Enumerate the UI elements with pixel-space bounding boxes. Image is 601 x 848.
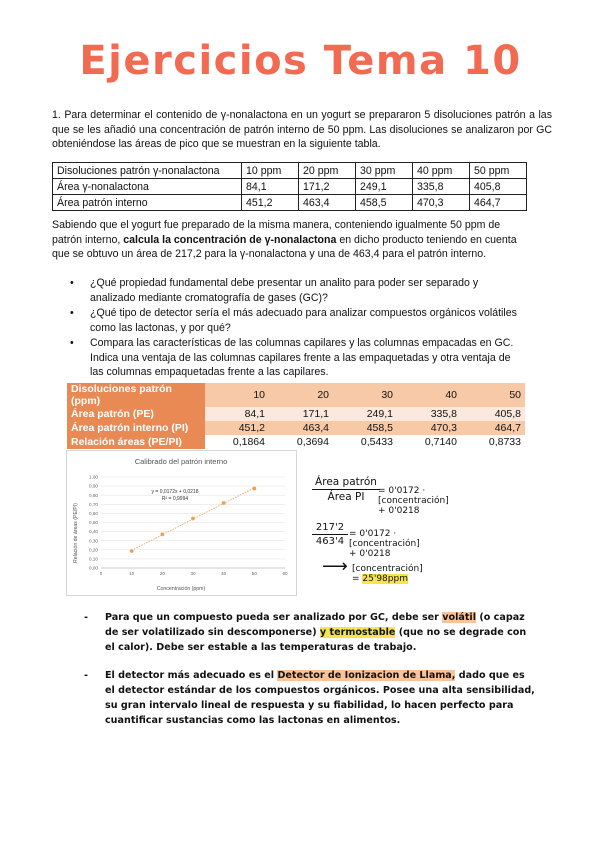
y-tick-label: 1,00 xyxy=(89,474,98,480)
table-cell: 464,7 xyxy=(461,421,525,435)
results-table xyxy=(67,383,525,449)
peak-area-table xyxy=(52,162,527,211)
table-cell: 84,1 xyxy=(242,179,299,195)
table-row xyxy=(67,435,525,449)
table-cell: 470,3 xyxy=(413,195,470,211)
table-row xyxy=(67,421,525,435)
table-cell: 463,4 xyxy=(299,195,356,211)
y-tick-label: 0,30 xyxy=(89,538,98,544)
table-cell: 50 ppm xyxy=(470,163,527,179)
table-cell: 463,4 xyxy=(269,421,333,435)
result-value: 25'98ppm xyxy=(362,574,408,584)
x-tick-label: 0 xyxy=(99,571,103,576)
chart-r2: R² = 0,9994 xyxy=(161,496,189,502)
x-tick-label: 10 xyxy=(129,571,135,576)
answer-notes xyxy=(84,610,536,741)
table-cell: 0,3694 xyxy=(269,435,333,449)
note-text: (o capaz de ser volatilizado sin descomponerse) xyxy=(105,612,525,638)
result-label: [concentración] = xyxy=(352,564,423,584)
table-cell: 464,7 xyxy=(470,195,527,211)
table-cell: 451,2 xyxy=(205,421,269,435)
list-item: • ¿Qué tipo de detector sería el más adecuado para analizar compuestos orgánicos volátiles como las lactonas, y por qué? xyxy=(70,306,522,335)
page-title: Ejercicios Tema 10 xyxy=(79,38,522,84)
list-item: • Compara las características de las columnas capilares y las columnas empacadas en GC. Indica una ventaja de las columnas capilares frente a las empaquetadas y otra ventaja de las columnas empaquetadas frente a las capilares. xyxy=(70,336,522,380)
equation-1: = 0'0172 · [concentración] + 0'0218 xyxy=(378,486,449,516)
question-text: en dicho producto teniendo en cuenta que se obtuvo un área de 217,2 para la γ-nonalactona y una de 463,4 para el patrón interno. xyxy=(52,233,517,260)
table-cell: 249,1 xyxy=(333,407,397,421)
y-tick-label: 0,40 xyxy=(89,529,98,535)
fraction-denominator: Área PI xyxy=(327,491,365,503)
fraction-line xyxy=(312,534,348,535)
y-tick-label: 0,00 xyxy=(89,565,98,571)
table-row xyxy=(53,163,527,179)
table-cell: Relación áreas (PE/PI) xyxy=(67,435,205,449)
table-cell: 0,5433 xyxy=(333,435,397,449)
table-cell: Área patrón interno (PI) xyxy=(67,421,205,435)
highlight-text: Detector de Ionizacion de Llama, xyxy=(277,670,456,681)
chart-ylabel: Relación de áreas (PE/PI) xyxy=(73,503,79,563)
table-cell: Área patrón (PE) xyxy=(67,407,205,421)
data-point xyxy=(222,501,226,505)
x-tick-label: 30 xyxy=(190,571,196,576)
chart-svg xyxy=(67,451,296,595)
table-cell: 171,1 xyxy=(269,407,333,421)
y-tick-label: 0,20 xyxy=(89,547,98,553)
y-tick-label: 0,90 xyxy=(89,483,98,489)
y-tick-label: 0,60 xyxy=(89,511,98,516)
table-row xyxy=(53,179,527,195)
question-list xyxy=(70,276,522,381)
note-text: (que no se degrade con el calor). Debe ser estable a las temperaturas de trabajo. xyxy=(105,627,527,653)
table-cell: 40 xyxy=(397,383,461,407)
data-point xyxy=(252,487,256,491)
note-text: dado que es el detector estándar de los compuestos orgánicos. Posee una alta sensibilidad, su gran intervalo lineal de respuesta y su fiabilidad, lo hacen perfecto para cuantificar sustancias como las lactonas en alimentos. xyxy=(105,670,535,726)
calibration-chart xyxy=(66,450,297,596)
fraction-values xyxy=(312,522,348,547)
x-tick-label: 20 xyxy=(159,571,165,576)
fraction-numerator: Área patrón xyxy=(315,476,377,488)
chart-title: Calibrado del patrón interno xyxy=(134,457,228,466)
table-cell: 50 xyxy=(461,383,525,407)
table-row xyxy=(53,195,527,211)
table-cell: 0,1864 xyxy=(205,435,269,449)
table-cell: 458,5 xyxy=(333,421,397,435)
table-cell: 10 ppm xyxy=(242,163,299,179)
table-cell: Área γ-nonalactona xyxy=(53,179,242,195)
table-cell: 335,8 xyxy=(413,179,470,195)
table-cell: 84,1 xyxy=(205,407,269,421)
data-point xyxy=(191,517,195,521)
table-cell: 20 ppm xyxy=(299,163,356,179)
fraction-line xyxy=(312,489,380,490)
list-item xyxy=(84,668,536,728)
x-tick-label: 60 xyxy=(282,571,288,576)
question-text: Sabiendo que el yogurt fue preparado de la misma manera, conteniendo igualmente 50 ppm de patrón interno, xyxy=(52,219,501,246)
x-tick-label: 50 xyxy=(251,571,257,576)
table-cell: 451,2 xyxy=(242,195,299,211)
question-bold-text: calcula la concentración de γ-nonalactona xyxy=(123,233,337,246)
y-tick-label: 0,70 xyxy=(89,501,98,507)
list-item xyxy=(84,610,536,655)
table-cell: 30 xyxy=(333,383,397,407)
fraction-denominator: 463'4 xyxy=(315,536,345,547)
table-row xyxy=(67,383,525,407)
table-cell: 30 ppm xyxy=(356,163,413,179)
table-cell: 20 xyxy=(269,383,333,407)
table-cell: 0,8733 xyxy=(461,435,525,449)
y-tick-label: 0,10 xyxy=(89,556,98,562)
table-cell: 405,8 xyxy=(470,179,527,195)
exercise-question xyxy=(52,218,522,262)
note-text: El detector más adecuado es el xyxy=(105,670,278,681)
y-tick-label: 0,50 xyxy=(89,520,98,526)
chart-xlabel: Concentración (ppm) xyxy=(156,586,206,592)
table-cell: 470,3 xyxy=(397,421,461,435)
table-cell: 40 ppm xyxy=(413,163,470,179)
arrow-icon: ⟶ xyxy=(322,556,348,577)
table-cell: 171,2 xyxy=(299,179,356,195)
list-item: • ¿Qué propiedad fundamental debe presentar un analito para poder ser separado y analizado mediante cromatografía de gases (GC)? xyxy=(70,276,522,305)
data-point xyxy=(160,532,164,536)
highlight-text: volátil xyxy=(442,612,477,623)
y-tick-label: 0,80 xyxy=(89,492,98,498)
fraction-numerator: 217'2 xyxy=(315,522,345,533)
highlight-text: y termostable xyxy=(319,627,396,638)
result-line xyxy=(352,564,423,584)
table-cell: 458,5 xyxy=(356,195,413,211)
table-cell: 10 xyxy=(205,383,269,407)
table-row xyxy=(67,407,525,421)
table-cell: 405,8 xyxy=(461,407,525,421)
table-cell: 335,8 xyxy=(397,407,461,421)
x-tick-label: 40 xyxy=(221,571,227,576)
table-cell: Disoluciones patrón (ppm) xyxy=(67,383,205,407)
table-cell: Disoluciones patrón γ-nonalactona xyxy=(53,163,242,179)
chart-equation: y = 0,0172x + 0,0218 xyxy=(151,489,199,495)
fraction-area-ratio xyxy=(312,476,380,503)
table-cell: 0,7140 xyxy=(397,435,461,449)
equation-2: = 0'0172 · [concentración] + 0'0218 xyxy=(349,529,420,559)
table-cell: Área patrón interno xyxy=(53,195,242,211)
data-point xyxy=(130,549,134,553)
exercise-intro: 1. Para determinar el contenido de γ-nonalactona en un yogurt se prepararon 5 disoluciones patrón a las que se les añadió una concentración de patrón interno de 50 ppm. Las disoluciones se analizaron por GC obteniéndose las áreas de pico que se muestran en la siguiente tabla. xyxy=(52,109,552,150)
table-cell: 249,1 xyxy=(356,179,413,195)
note-text: Para que un compuesto pueda ser analizado por GC, debe ser xyxy=(105,612,443,623)
